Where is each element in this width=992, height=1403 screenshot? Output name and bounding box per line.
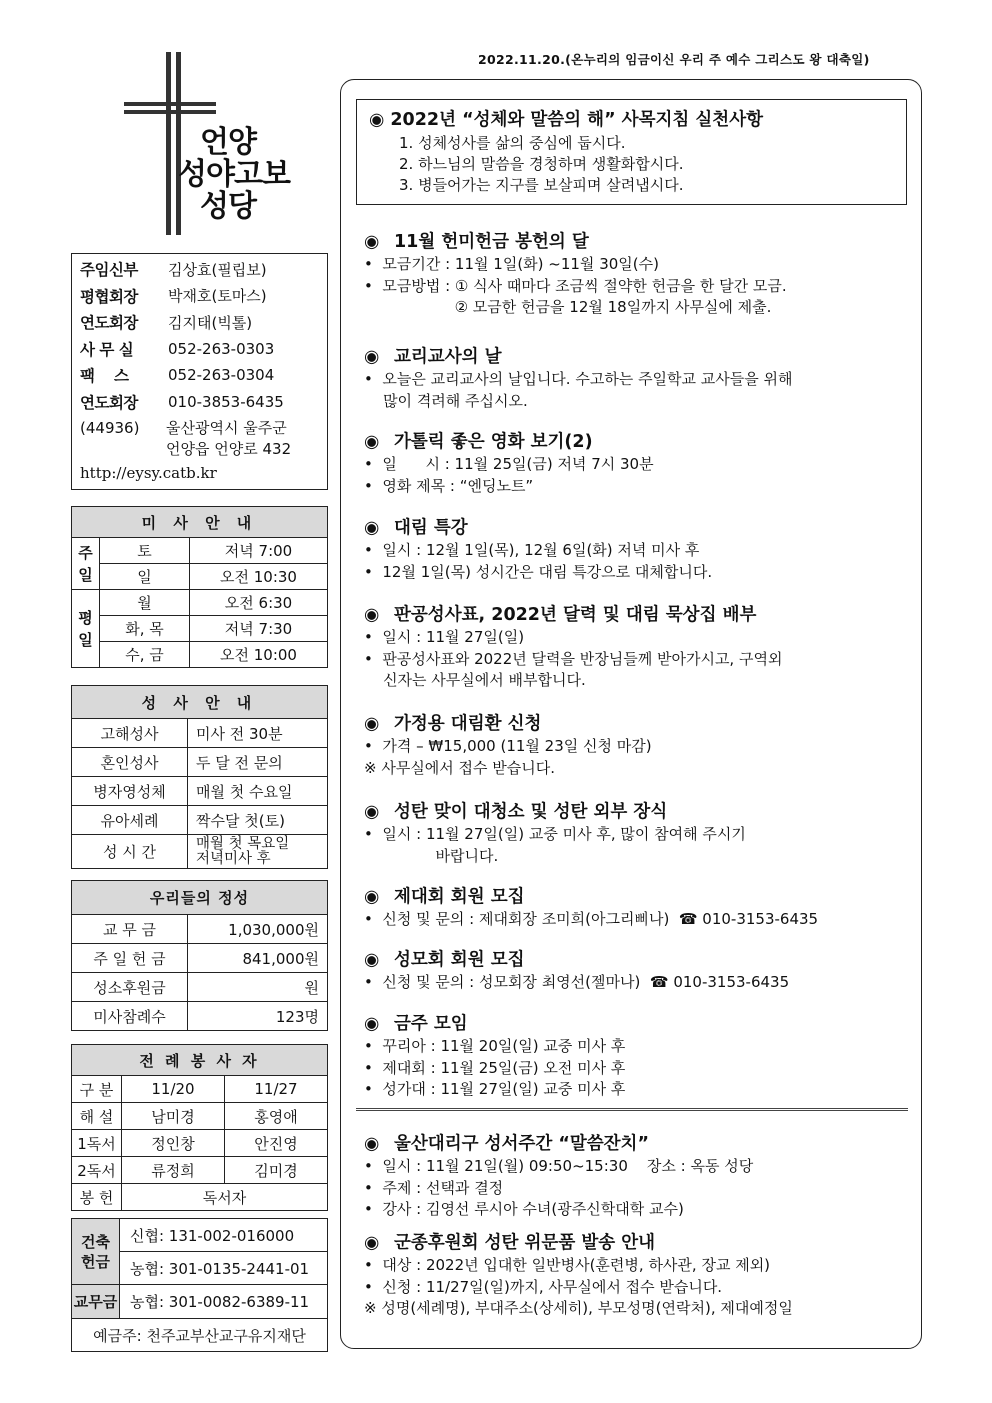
parish-name-line3: 성당: [200, 189, 256, 224]
contact-box: [71, 253, 328, 490]
mass-day: 토: [100, 538, 190, 564]
servers-person: 홍영애: [225, 1103, 328, 1130]
bullet-icon: ◉: [364, 232, 380, 252]
servers-head: 구 분: [72, 1076, 122, 1103]
servers-date: 11/27: [225, 1076, 328, 1103]
mass-day: 월: [100, 590, 190, 616]
sacrament-table: [71, 685, 328, 869]
announcement-section: [364, 800, 914, 867]
policy-title: ◉ 2022년 “성체와 말씀의 해” 사목지침 실천사항: [369, 110, 764, 130]
bullet-icon: ◉: [364, 1014, 380, 1034]
announcement-title: [364, 1132, 914, 1156]
announcement-title: [364, 603, 914, 627]
servers-role: 봉 헌: [72, 1184, 122, 1211]
announcement-title: [364, 516, 914, 540]
liturgy-servers-table: [71, 1044, 328, 1211]
offering-amount: 123명: [188, 1002, 328, 1031]
servers-person: 안진영: [225, 1130, 328, 1157]
bullet-icon: ◉: [364, 802, 380, 822]
offering-amount: 원: [188, 973, 328, 1002]
announcement-line: • 신청 : 11/27일(일)까지, 사무실에서 접수 받습니다.: [364, 1277, 723, 1296]
policy-item: 1. 성체성사를 삶의 중심에 둡시다.: [399, 134, 626, 152]
announcement-line: • 신청 및 문의 : 성모회장 최영선(젤마나) ☎ 010-3153-6435: [364, 973, 790, 991]
sacrament-name: 유아세례: [72, 806, 188, 835]
announcement-line: • 영화 제목 : “엔딩노트”: [364, 476, 534, 495]
contact-row: [80, 283, 319, 310]
announcement-section: [364, 885, 914, 931]
servers-date: 11/20: [122, 1076, 225, 1103]
parish-name-line2: 성야고보: [178, 157, 290, 192]
mass-day: 수, 금: [100, 642, 190, 668]
announcement-title-text: 가정용 대림환 신청: [394, 714, 542, 734]
mass-day: 일: [100, 564, 190, 590]
address: [80, 418, 319, 460]
bullet-icon: ◉: [364, 950, 380, 970]
sacrament-info: 매월 첫 목요일 저녁미사 후: [188, 835, 328, 869]
servers-role: 1독서: [72, 1130, 122, 1157]
announcement-title: [364, 230, 914, 254]
tithe-label: 교무금: [72, 1285, 120, 1319]
announcement-section: [364, 516, 914, 583]
announcement-section: [364, 1132, 914, 1221]
building-fund-label: 건축헌금: [72, 1219, 120, 1285]
contact-value: 김상효(필립보): [168, 260, 267, 279]
announcement-title-text: 판공성사표, 2022년 달력 및 대림 묵상집 배부: [394, 605, 757, 625]
mass-time: 오전 10:30: [190, 564, 328, 590]
announcement-title: [364, 1012, 914, 1036]
pastoral-policy-box: [356, 99, 907, 205]
announcement-title-text: 울산대리구 성서주간 “말씀잔치”: [394, 1134, 649, 1154]
announcement-title: [364, 885, 914, 909]
parish-name-line1: 언양: [200, 125, 256, 160]
sacrament-info: 두 달 전 문의: [188, 748, 328, 777]
announcement-section: [364, 430, 914, 497]
announcement-line: • 일시 : 12월 1일(목), 12월 6일(화) 저녁 미사 후: [364, 541, 700, 559]
announcement-line: • 주제 : 선택과 결정: [364, 1178, 504, 1197]
mass-time: 저녁 7:00: [190, 538, 328, 564]
mass-schedule-table: [71, 506, 328, 668]
offering-title: 우리들의 정성: [72, 881, 328, 915]
announcement-line: • 제대회 : 11월 25일(금) 오전 미사 후: [364, 1058, 626, 1077]
announcement-title: [364, 948, 914, 972]
bullet-icon: ◉: [364, 714, 380, 734]
account-number: 농협: 301-0082-6389-11: [120, 1285, 328, 1319]
contact-label: 사 무 실: [80, 340, 134, 359]
announcement-section: [364, 712, 914, 779]
announcement-section: [364, 1231, 914, 1320]
announcement-line: • 판공성사표와 2022년 달력을 반장님들께 받아가시고, 구역외: [364, 649, 783, 668]
announcement-line: • 성가대 : 11월 27일(일) 교중 미사 후: [364, 1080, 626, 1098]
contact-row: [80, 256, 319, 283]
address-line1: 울산광역시 울주군: [166, 419, 287, 437]
sacrament-name: 혼인성사: [72, 748, 188, 777]
servers-person: 김미경: [225, 1157, 328, 1184]
sacrament-name: 고해성사: [72, 719, 188, 748]
zip-code: (44936): [80, 419, 140, 437]
announcement-section: [364, 345, 914, 412]
servers-role: 해 설: [72, 1103, 122, 1130]
servers-person: 독서자: [122, 1184, 328, 1211]
contact-value: 김지태(빅톨): [168, 313, 253, 332]
contact-label: 주임신부: [80, 261, 138, 280]
announcement-title: [364, 345, 914, 369]
offering-amount: 841,000원: [188, 944, 328, 973]
contact-value: 052-263-0303: [168, 339, 275, 358]
announcement-title-text: 교리교사의 날: [394, 347, 502, 367]
website-link[interactable]: http://eysy.catb.kr: [80, 464, 217, 482]
announcement-title-text: 성탄 맞이 대청소 및 성탄 외부 장식: [394, 802, 668, 822]
contact-row: [80, 309, 319, 336]
offering-amount: 1,030,000원: [188, 915, 328, 944]
announcement-line: • 일 시 : 11월 25일(금) 저녁 7시 30분: [364, 455, 654, 473]
announcement-line: • 일시 : 11월 21일(월) 09:50~15:30 장소 : 옥동 성당: [364, 1157, 754, 1175]
contact-label: 평협회장: [80, 287, 138, 306]
bullet-icon: ◉: [364, 605, 380, 625]
announcement-title-text: 금주 모임: [394, 1014, 468, 1034]
mass-time: 오전 6:30: [190, 590, 328, 616]
servers-person: 남미경: [122, 1103, 225, 1130]
announcement-section: [364, 603, 914, 692]
announcement-line: 많이 격려해 주십시오.: [364, 391, 528, 410]
bullet-icon: ◉: [364, 1233, 380, 1253]
announcement-section: [364, 948, 914, 994]
servers-person: 정인창: [122, 1130, 225, 1157]
contact-label: 연도회장: [80, 393, 138, 412]
announcement-line: • 모금방법 : ① 식사 때마다 조금씩 절약한 헌금을 한 달간 모금.: [364, 276, 787, 295]
announcement-title: [364, 430, 914, 454]
sacrament-info: 미사 전 30분: [188, 719, 328, 748]
contact-value: 010-3853-6435: [168, 392, 284, 411]
announcement-title-text: 대림 특강: [394, 518, 468, 538]
announcement-title-text: 가톨릭 좋은 영화 보기(2): [394, 432, 593, 452]
announcement-line: • 가격 – ₩15,000 (11월 23일 신청 마감): [364, 737, 652, 755]
announcement-line: ② 모금한 헌금을 12월 18일까지 사무실에 제출.: [364, 298, 772, 316]
mass-time: 저녁 7:30: [190, 616, 328, 642]
bullet-icon: ◉: [364, 432, 380, 452]
offering-table: [71, 880, 328, 1031]
mass-schedule-title: 미 사 안 내: [72, 507, 328, 538]
contact-value: 박재호(토마스): [168, 287, 267, 306]
issue-date: 2022.11.20.(온누리의 임금이신 우리 주 예수 그리스도 왕 대축일): [478, 52, 870, 67]
announcement-title-text: 11월 헌미헌금 봉헌의 달: [394, 232, 589, 252]
announcement-line: • 모금기간 : 11월 1일(화) ~11월 30일(수): [364, 255, 659, 273]
offering-name: 미사참례수: [72, 1002, 188, 1031]
announcement-section: [364, 230, 914, 319]
contact-label: 연도회장: [80, 314, 138, 333]
sacrament-title: 성 사 안 내: [72, 686, 328, 719]
accounts-table: [71, 1218, 328, 1352]
policy-item: 3. 병들어가는 지구를 보살피며 살려냅시다.: [399, 176, 684, 194]
announcement-line: 신자는 사무실에서 배부합니다.: [364, 671, 586, 689]
announcement-title-text: 군종후원회 성탄 위문품 발송 안내: [394, 1233, 656, 1253]
address-line2: 언양읍 언양로 432: [166, 440, 292, 458]
offering-name: 성소후원금: [72, 973, 188, 1002]
weekday-label: 평일: [72, 590, 100, 668]
offering-name: 주 일 헌 금: [72, 944, 188, 973]
announcement-line: • 오늘은 교리교사의 날입니다. 수고하는 주일학교 교사들을 위해: [364, 370, 793, 388]
announcement-line: • 대상 : 2022년 입대한 일반병사(훈련병, 하사관, 장교 제외): [364, 1256, 771, 1274]
sacrament-name: 성 시 간: [72, 835, 188, 869]
announcement-line: ※ 성명(세례명), 부대주소(상세히), 부모성명(연락처), 제대예정일: [364, 1299, 793, 1317]
mass-time: 오전 10:00: [190, 642, 328, 668]
bullet-icon: ◉: [364, 1134, 380, 1154]
announcement-line: • 강사 : 김영선 루시아 수녀(광주신학대학 교수): [364, 1200, 684, 1218]
sacrament-info: 매월 첫 수요일: [188, 777, 328, 806]
sunday-label: 주일: [72, 538, 100, 590]
announcement-title-text: 성모회 회원 모집: [394, 950, 525, 970]
offering-name: 교 무 금: [72, 915, 188, 944]
mass-day: 화, 목: [100, 616, 190, 642]
bullet-icon: ◉: [364, 518, 380, 538]
contact-label: 팩 스: [80, 367, 129, 386]
announcement-title: [364, 712, 914, 736]
bullet-icon: ◉: [364, 887, 380, 907]
contact-value: 052-263-0304: [168, 366, 275, 385]
announcement-line: • 신청 및 문의 : 제대회장 조미희(아그리삐나) ☎ 010-3153-6435: [364, 910, 819, 928]
sacrament-name: 병자영성체: [72, 777, 188, 806]
announcement-title-text: 제대회 회원 모집: [394, 887, 525, 907]
contact-row: [80, 362, 319, 389]
contact-row: [80, 389, 319, 416]
servers-title: 전 례 봉 사 자: [72, 1045, 328, 1076]
bullet-icon: ◉: [364, 347, 380, 367]
policy-item: 2. 하느님의 말씀을 경청하며 생활화합시다.: [399, 155, 684, 173]
sacrament-info: 짝수달 첫(토): [188, 806, 328, 835]
account-number: 신협: 131-002-016000: [120, 1219, 328, 1252]
servers-person: 류정희: [122, 1157, 225, 1184]
account-holder: 예금주: 천주교부산교구유지재단: [72, 1319, 328, 1352]
announcement-line: ※ 사무실에서 접수 받습니다.: [364, 758, 556, 777]
announcement-line: • 일시 : 11월 27일(일) 교중 미사 후, 많이 참여해 주시기: [364, 825, 746, 843]
announcement-line: 바랍니다.: [364, 846, 499, 865]
account-number: 농협: 301-0135-2441-01: [120, 1252, 328, 1285]
servers-role: 2독서: [72, 1157, 122, 1184]
parish-name: [178, 127, 290, 223]
announcement-section: [364, 1012, 914, 1101]
section-divider: [356, 1108, 908, 1111]
announcement-line: • 꾸리아 : 11월 20일(일) 교중 미사 후: [364, 1037, 626, 1055]
announcement-title: [364, 1231, 914, 1255]
contact-row: [80, 336, 319, 363]
announcement-title: [364, 800, 914, 824]
announcement-line: • 일시 : 11월 27일(일): [364, 628, 525, 646]
announcement-line: • 12월 1일(목) 성시간은 대림 특강으로 대체합니다.: [364, 562, 713, 581]
